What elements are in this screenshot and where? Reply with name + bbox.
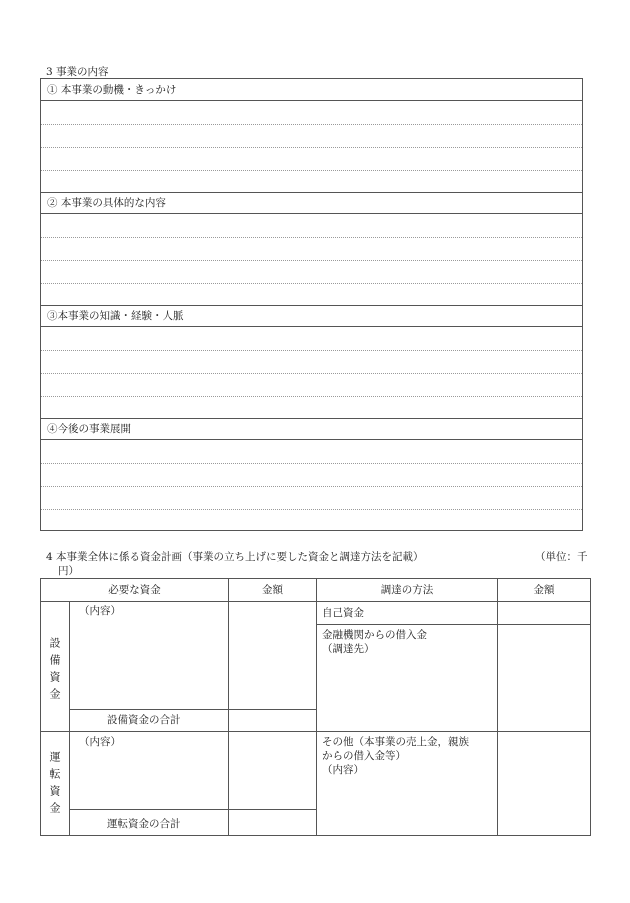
operating-total-label: 運転資金の合計 bbox=[107, 818, 181, 830]
equipment-content-label: （内容） bbox=[79, 605, 121, 617]
block1-header: ① 本事業の動機・きっかけ bbox=[41, 79, 582, 101]
bank-loan-label: 金融機関からの借入金 （調達先） bbox=[322, 629, 427, 655]
block3-header: ③本事業の知識・経験・人脈 bbox=[41, 305, 582, 327]
business-content-box bbox=[40, 78, 583, 531]
section4-title-cont: 円） bbox=[58, 565, 79, 577]
operating-content-label: （内容） bbox=[79, 736, 121, 748]
block2-header: ② 本事業の具体的な内容 bbox=[41, 192, 582, 214]
header-method: 調達の方法 bbox=[380, 584, 434, 596]
other-funds-label: その他（本事業の売上金，親族 からの借入金等） （内容） bbox=[322, 736, 469, 776]
block4-header: ④今後の事業展開 bbox=[41, 418, 582, 440]
funding-plan-table bbox=[40, 578, 591, 836]
own-funds-label: 自己資金 bbox=[322, 607, 364, 619]
header-amount-left: 金額 bbox=[262, 584, 283, 596]
equipment-funds-label: 設備資金 bbox=[48, 637, 61, 705]
equipment-total-label: 設備資金の合計 bbox=[107, 714, 181, 726]
section3-title: 3 事業の内容 bbox=[46, 66, 109, 78]
header-amount-right: 金額 bbox=[533, 584, 555, 596]
operating-funds-label: 運転資金 bbox=[48, 751, 61, 819]
unit-label: （単位：千 bbox=[535, 551, 588, 563]
section4-title: 4 本事業全体に係る資金計画（事業の立ち上げに要した資金と調達方法を記載） bbox=[46, 551, 424, 563]
header-needed-funds: 必要な資金 bbox=[108, 584, 161, 596]
